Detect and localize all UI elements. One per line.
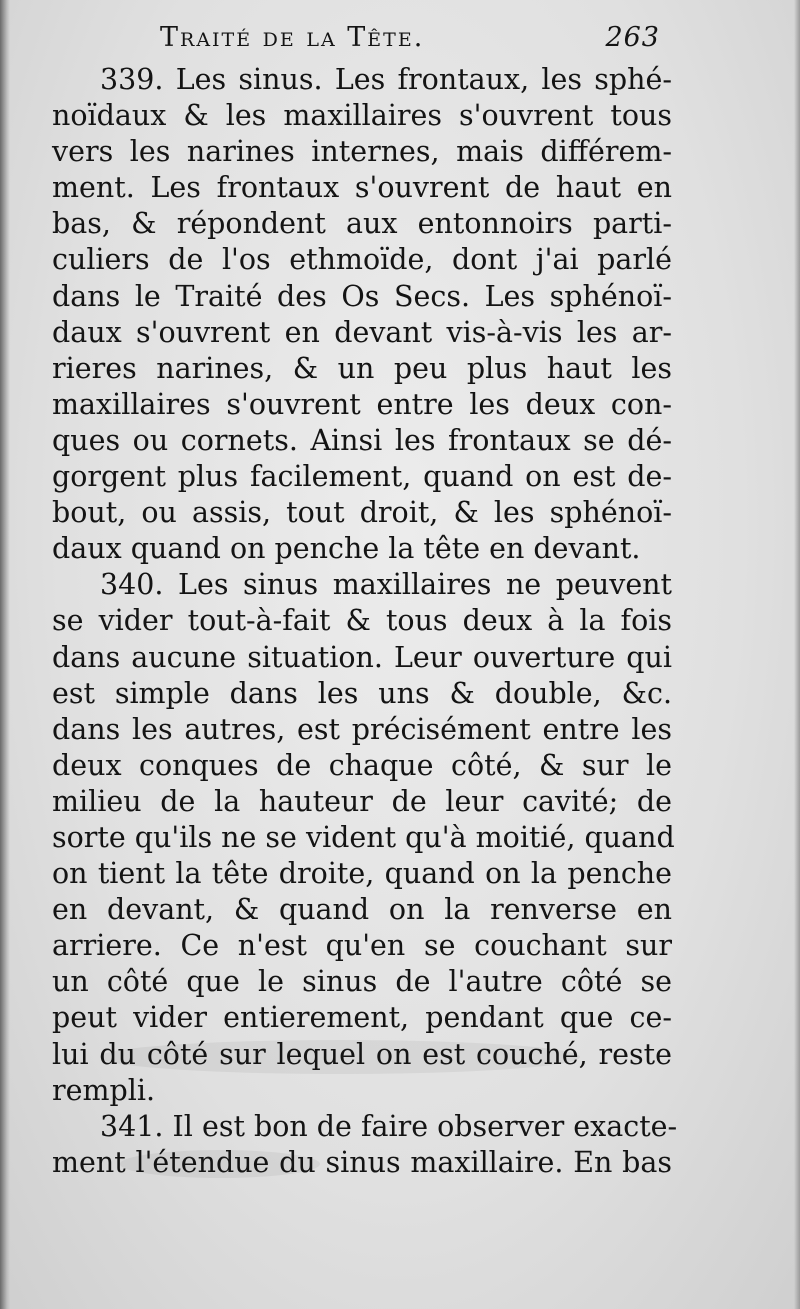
- text-line: 340. Les sinus maxillaires ne peuvent: [100, 568, 672, 602]
- page-gutter-shadow: [0, 0, 10, 1309]
- text-line: arriere. Ce n'est qu'en se couchant sur: [52, 929, 672, 963]
- running-title: Traité de la Tête.: [160, 22, 425, 53]
- text-line: daux s'ouvrent en devant vis-à-vis les ar-: [52, 315, 672, 349]
- text-line: ment. Les frontaux s'ouvrent de haut en: [52, 171, 672, 205]
- text-line: dans aucune situation. Leur ouverture qui: [52, 640, 672, 674]
- text-line: 339. Les sinus. Les frontaux, les sphé-: [100, 63, 672, 96]
- text-line: noïdaux & les maxillaires s'ouvrent tous: [52, 99, 672, 133]
- text-line: culiers de l'os ethmoïde, dont j'ai parlé: [52, 243, 672, 277]
- text-line: maxillaires s'ouvrent entre les deux con-: [52, 387, 672, 421]
- text-line: gorgent plus facilement, quand on est de-: [52, 460, 672, 494]
- text-line: bas, & répondent aux entonnoirs parti-: [52, 207, 672, 241]
- page-header: [160, 22, 660, 66]
- text-line: sorte qu'ils ne se vident qu'à moitié, quand: [52, 820, 675, 854]
- text-line: vers les narines internes, mais différem-: [52, 135, 672, 169]
- text-line: milieu de la hauteur de leur cavité; de: [52, 784, 672, 818]
- page-number: 263: [605, 22, 660, 53]
- text-line: on tient la tête droite, quand on la penche: [52, 857, 672, 891]
- body-text: [52, 62, 678, 1181]
- text-line: dans les autres, est précisément entre les: [52, 712, 672, 746]
- text-line: daux quand on penche la tête en devant.: [52, 532, 641, 566]
- text-line: 341. Il est bon de faire observer exacte-: [100, 1109, 678, 1143]
- text-line: un côté que le sinus de l'autre côté se: [52, 965, 672, 999]
- text-line: peut vider entierement, pendant que ce-: [52, 1001, 672, 1035]
- text-line: est simple dans les uns & double, &c.: [52, 676, 672, 710]
- text-line: rieres narines, & un peu plus haut les: [52, 351, 672, 385]
- text-line: ment l'étendue du sinus maxillaire. En bas: [52, 1145, 672, 1179]
- text-line: ques ou cornets. Ainsi les frontaux se dé-: [52, 423, 672, 457]
- text-line: dans le Traité des Os Secs. Les sphénoï-: [52, 279, 672, 313]
- page-edge-shadow: [794, 0, 800, 1309]
- text-line: en devant, & quand on la renverse en: [52, 893, 672, 927]
- text-line: lui du côté sur lequel on est couché, reste: [52, 1037, 672, 1071]
- text-line: rempli.: [52, 1073, 156, 1107]
- text-line: deux conques de chaque côté, & sur le: [52, 748, 672, 782]
- text-line: se vider tout-à-fait & tous deux à la fois: [52, 604, 672, 638]
- text-line: bout, ou assis, tout droit, & les sphénoï-: [52, 496, 672, 530]
